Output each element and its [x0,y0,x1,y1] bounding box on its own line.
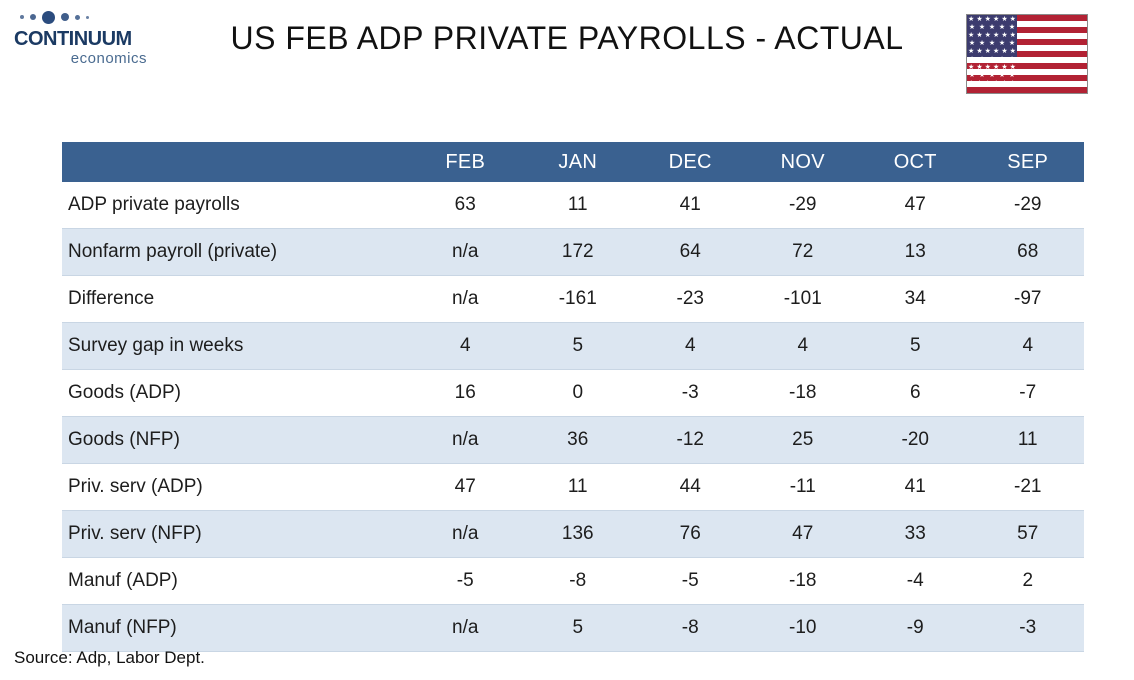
cell-oct: 6 [859,370,972,417]
cell-jan: 11 [522,182,635,229]
logo-subtitle: economics [70,50,147,67]
cell-sep: -3 [972,605,1085,652]
cell-jan: 136 [522,511,635,558]
cell-sep: 68 [972,229,1085,276]
table-row [62,276,1084,323]
cell-dec: -3 [634,370,747,417]
cell-dec: -8 [634,605,747,652]
row-label: Goods (NFP) [62,417,409,464]
cell-feb: n/a [409,417,522,464]
us-flag-icon: ★ ★ ★ ★ ★ ★ ★ ★ ★ ★ ★ ★ ★ ★ ★ ★ ★ ★ ★ ★ ★ ★ ★ ★ ★ ★ ★ ★ ★ ★ ★ ★ ★ ★ ★ ★ ★ ★ ★ ★ ★ ★ ★ ★ ★ ★ ★ ★ ★ ★ [966,14,1088,94]
cell-feb: 4 [409,323,522,370]
cell-dec: 76 [634,511,747,558]
cell-nov: -18 [747,558,860,605]
payrolls-table-container [62,142,1084,652]
cell-jan: 0 [522,370,635,417]
cell-jan: 5 [522,605,635,652]
table-row [62,229,1084,276]
table-row [62,605,1084,652]
cell-feb: n/a [409,276,522,323]
table-body [62,182,1084,652]
table-row [62,370,1084,417]
cell-feb: n/a [409,511,522,558]
cell-sep: 2 [972,558,1085,605]
cell-oct: 34 [859,276,972,323]
row-label: Manuf (ADP) [62,558,409,605]
cell-feb: n/a [409,605,522,652]
logo-name: CONTINUUM [14,28,132,50]
cell-oct: 33 [859,511,972,558]
page-header [0,0,1134,110]
cell-nov: 47 [747,511,860,558]
column-header-oct: OCT [859,142,972,182]
cell-nov: 25 [747,417,860,464]
cell-oct: 13 [859,229,972,276]
cell-nov: -11 [747,464,860,511]
payrolls-table [62,142,1084,652]
cell-sep: 4 [972,323,1085,370]
cell-feb: n/a [409,229,522,276]
cell-jan: -8 [522,558,635,605]
table-row [62,511,1084,558]
table-row [62,323,1084,370]
page-title: US FEB ADP PRIVATE PAYROLLS - ACTUAL [230,20,904,56]
column-header-dec: DEC [634,142,747,182]
row-label: Manuf (NFP) [62,605,409,652]
cell-sep: 57 [972,511,1085,558]
cell-feb: 63 [409,182,522,229]
row-label: Priv. serv (NFP) [62,511,409,558]
table-row [62,182,1084,229]
source-note: Source: Adp, Labor Dept. [14,648,205,667]
table-header-row [62,142,1084,182]
cell-dec: 41 [634,182,747,229]
cell-feb: -5 [409,558,522,605]
cell-sep: -21 [972,464,1085,511]
column-header-feb: FEB [409,142,522,182]
cell-dec: -12 [634,417,747,464]
row-label: Goods (ADP) [62,370,409,417]
cell-jan: 172 [522,229,635,276]
cell-dec: -5 [634,558,747,605]
cell-sep: -97 [972,276,1085,323]
column-header-nov: NOV [747,142,860,182]
cell-nov: -29 [747,182,860,229]
cell-dec: -23 [634,276,747,323]
cell-sep: -7 [972,370,1085,417]
column-header-sep: SEP [972,142,1085,182]
cell-sep: -29 [972,182,1085,229]
column-header-jan: JAN [522,142,635,182]
row-label: Nonfarm payroll (private) [62,229,409,276]
cell-nov: 72 [747,229,860,276]
cell-dec: 4 [634,323,747,370]
cell-jan: 5 [522,323,635,370]
cell-feb: 16 [409,370,522,417]
cell-nov: -101 [747,276,860,323]
cell-jan: -161 [522,276,635,323]
cell-dec: 64 [634,229,747,276]
cell-jan: 36 [522,417,635,464]
row-label: Difference [62,276,409,323]
cell-jan: 11 [522,464,635,511]
cell-nov: 4 [747,323,860,370]
table-row [62,464,1084,511]
cell-oct: -20 [859,417,972,464]
row-label: Priv. serv (ADP) [62,464,409,511]
cell-oct: -9 [859,605,972,652]
cell-nov: -18 [747,370,860,417]
row-label: ADP private payrolls [62,182,409,229]
table-row [62,558,1084,605]
cell-sep: 11 [972,417,1085,464]
cell-oct: -4 [859,558,972,605]
cell-oct: 47 [859,182,972,229]
column-header-label [62,142,409,182]
table-row [62,417,1084,464]
cell-nov: -10 [747,605,860,652]
cell-oct: 5 [859,323,972,370]
row-label: Survey gap in weeks [62,323,409,370]
cell-oct: 41 [859,464,972,511]
cell-dec: 44 [634,464,747,511]
cell-feb: 47 [409,464,522,511]
